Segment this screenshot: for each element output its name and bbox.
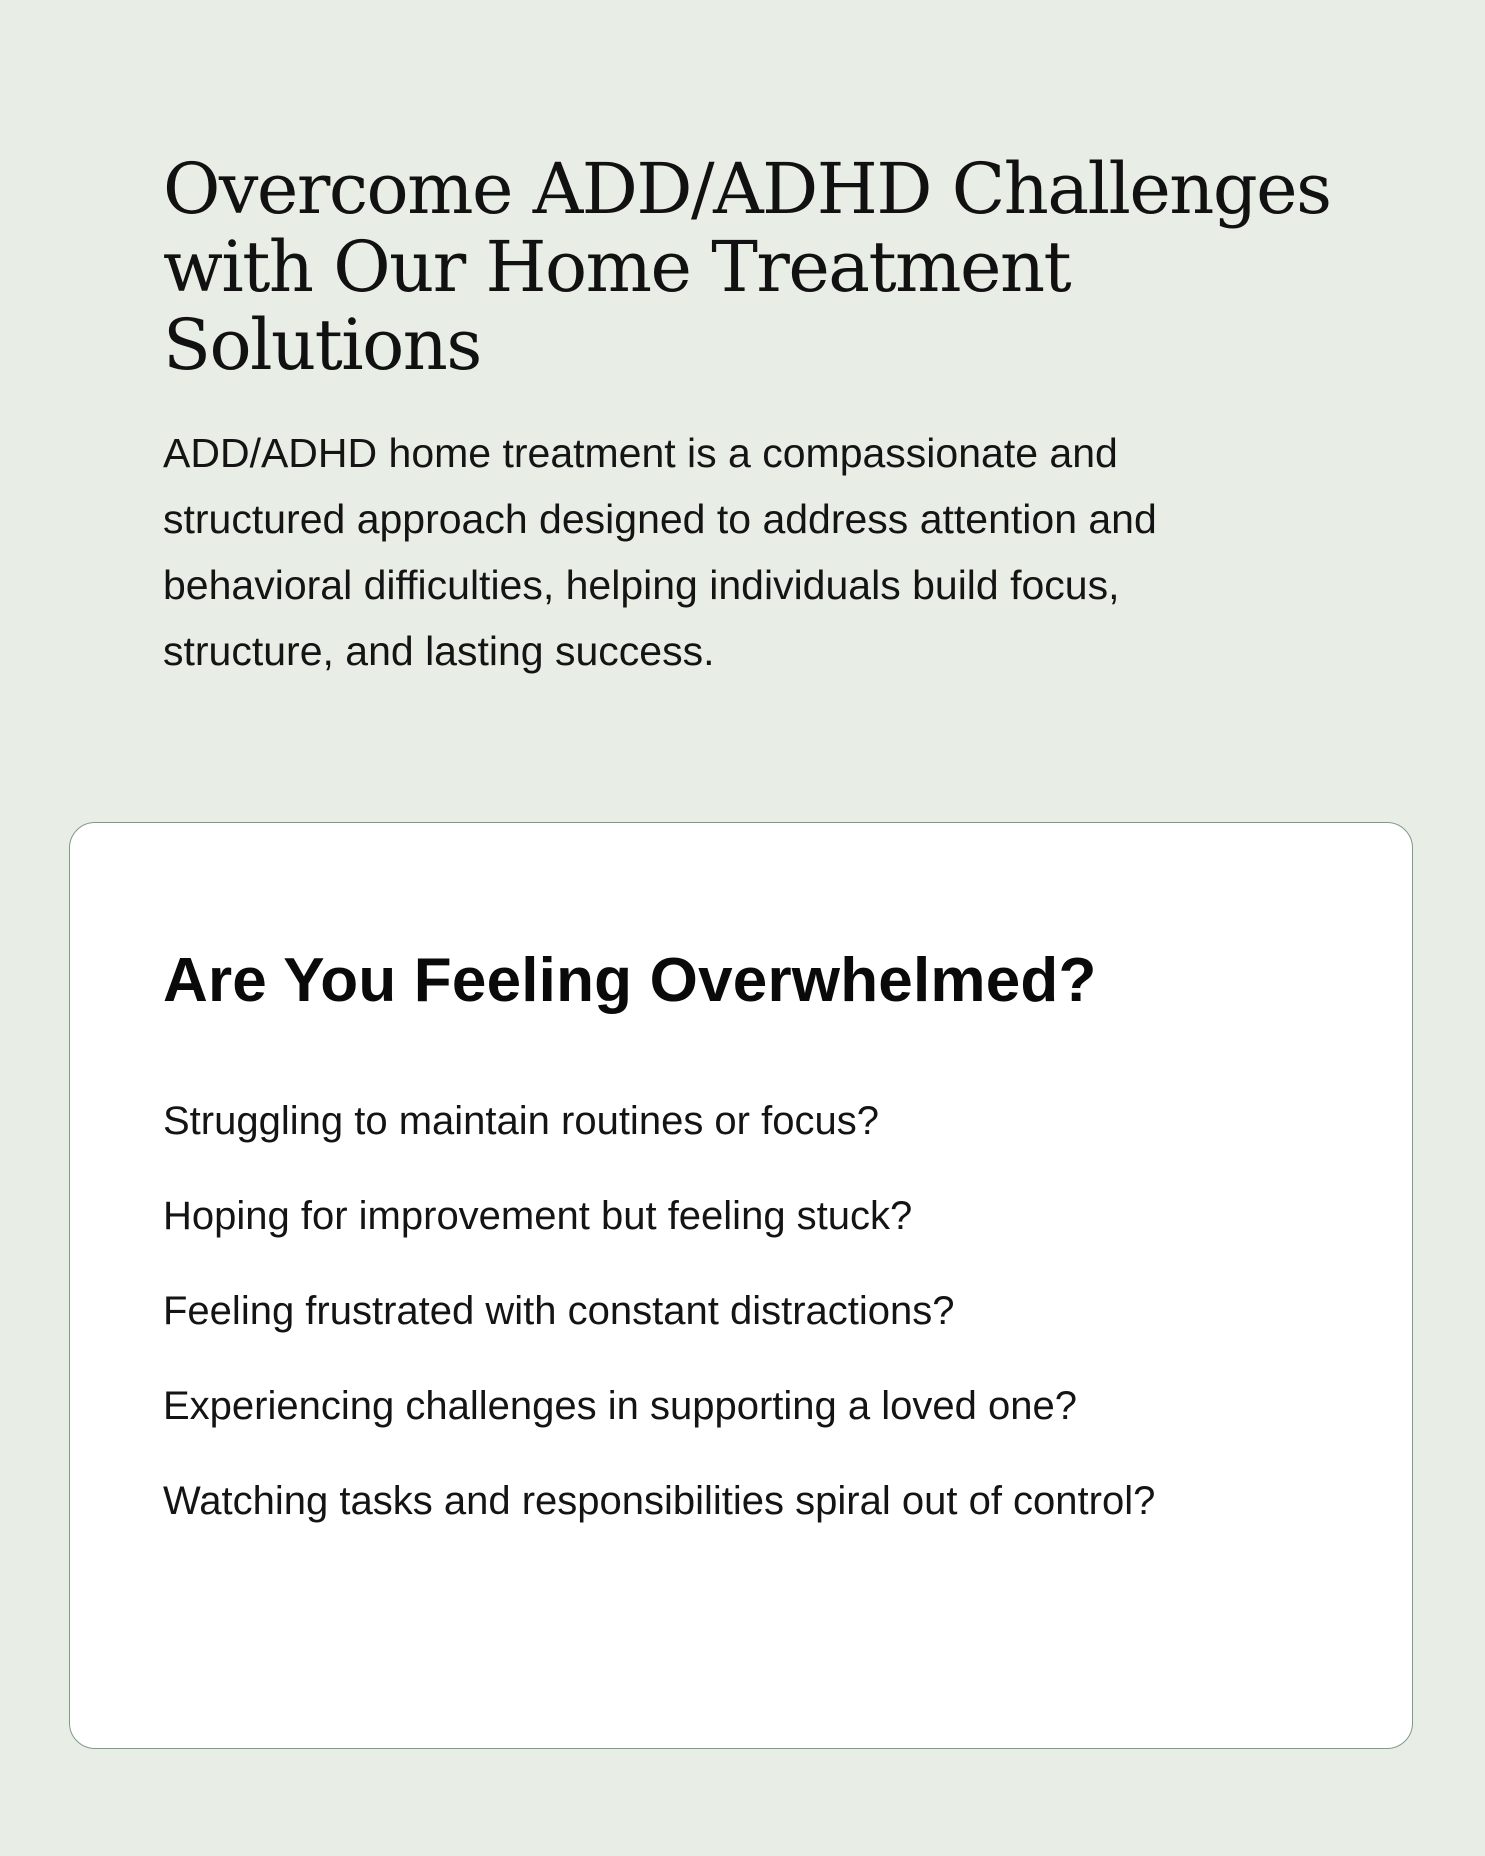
question-item: Hoping for improvement but feeling stuck? [163, 1194, 913, 1238]
question-list [163, 1095, 1155, 1570]
card-title: Are You Feeling Overwhelmed? [163, 946, 1097, 1015]
overwhelmed-card [69, 822, 1413, 1749]
question-item: Feeling frustrated with constant distractions? [163, 1289, 955, 1333]
question-item: Watching tasks and responsibilities spiral out of control? [163, 1479, 1156, 1523]
intro-paragraph: ADD/ADHD home treatment is a compassionate and structured approach designed to address attention and behavioral difficulties, helping individuals build focus, structure, and lasting success. [163, 430, 1157, 674]
hero-section [163, 150, 1363, 684]
page-title: Overcome ADD/ADHD Challenges with Our Home Treatment Solutions [163, 148, 1331, 386]
question-item: Struggling to maintain routines or focus? [163, 1099, 879, 1143]
question-item: Experiencing challenges in supporting a loved one? [163, 1384, 1077, 1428]
